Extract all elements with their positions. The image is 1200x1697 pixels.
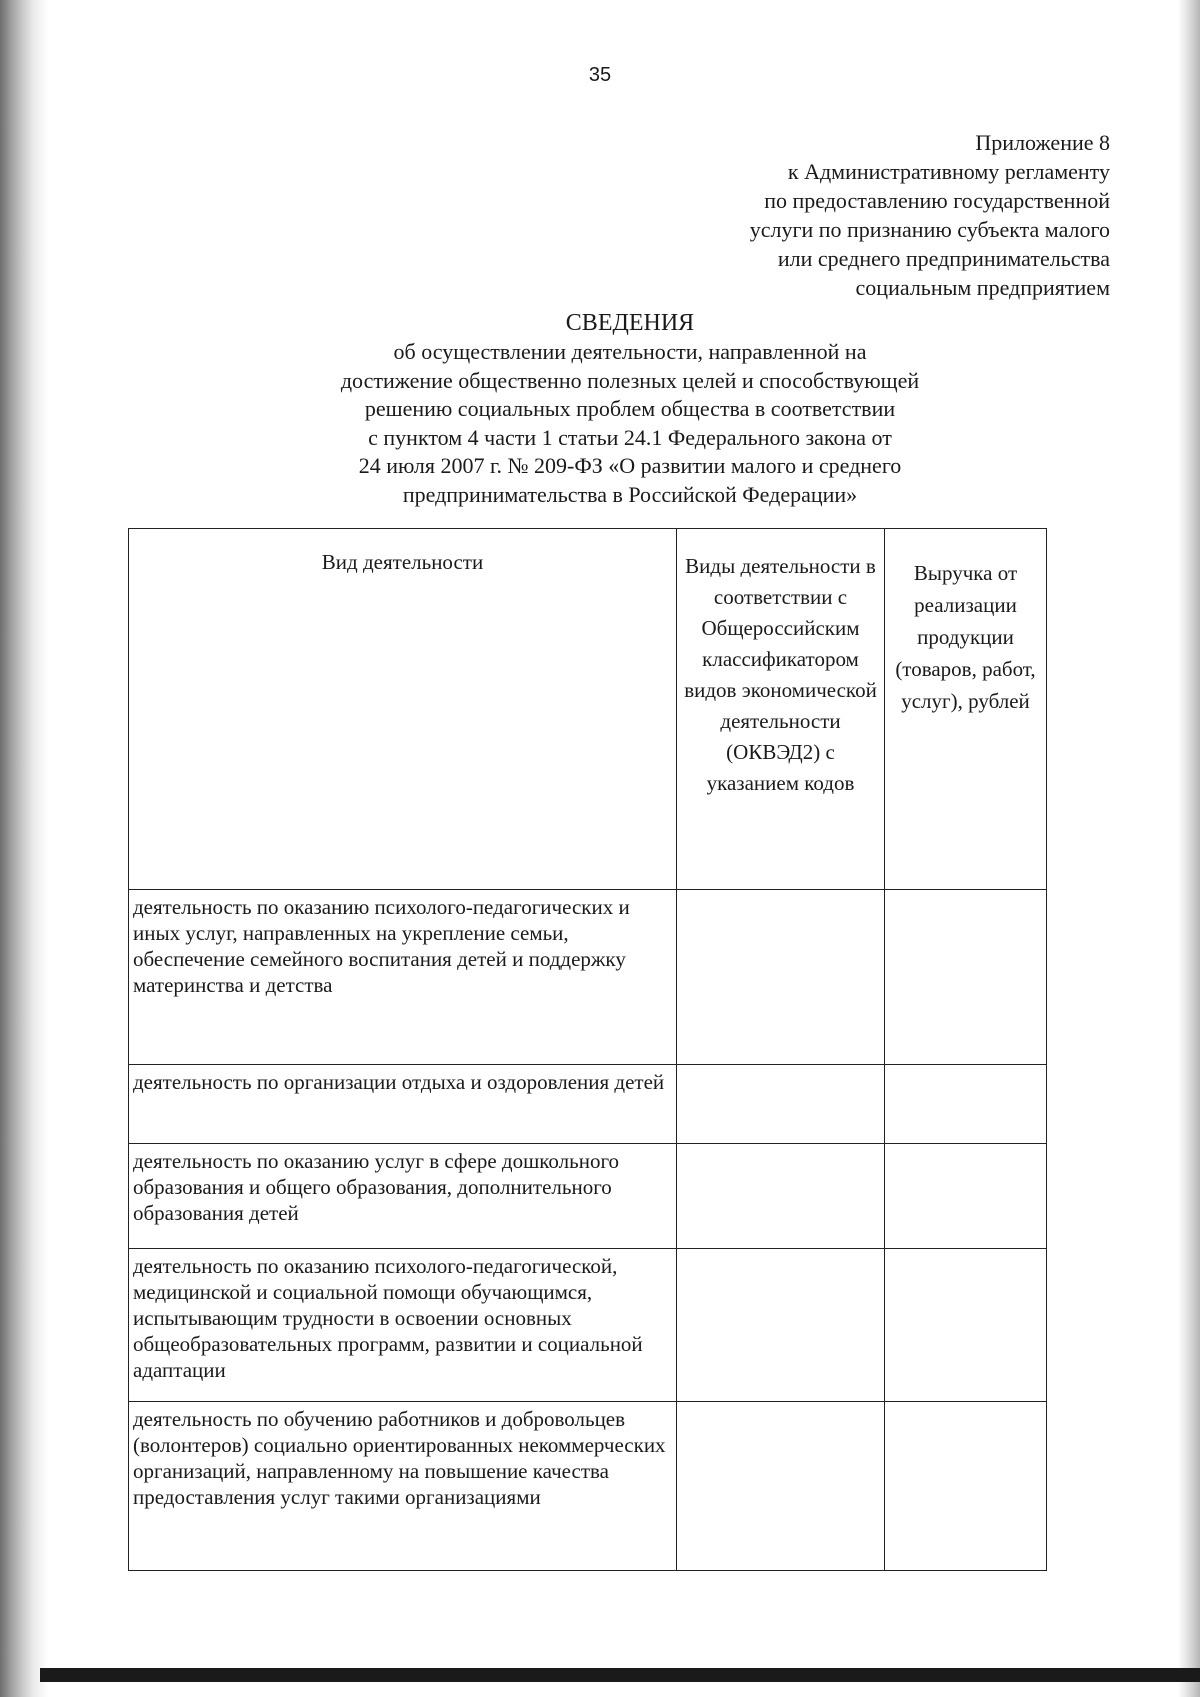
activity-table — [128, 528, 1047, 1571]
revenue-cell — [885, 1065, 1047, 1144]
revenue-cell — [885, 1249, 1047, 1402]
subtitle-line: предпринимательства в Российской Федерации» — [402, 481, 858, 507]
okved-cell — [677, 890, 885, 1065]
header-revenue: Выручка от реализации продукции (товаров, работ, услуг), рублей — [885, 529, 1047, 890]
appendix-line: или среднего предпринимательства — [777, 246, 1110, 271]
appendix-line: социальным предприятием — [855, 275, 1110, 300]
activity-cell: деятельность по оказанию услуг в сфере дошкольного образования и общего образования, дополнительного образования детей — [129, 1144, 677, 1249]
revenue-cell — [885, 890, 1047, 1065]
activity-cell: деятельность по оказанию психолого-педагогических и иных услуг, направленных на укрепление семьи, обеспечение семейного воспитания детей и поддержку материнства и детства — [129, 890, 677, 1065]
activity-cell: деятельность по оказанию психолого-педагогической, медицинской и социальной помощи обучающимся, испытывающим трудности в освоении основных общеобразовательных программ, развитии и социальной адаптации — [129, 1249, 677, 1402]
okved-cell — [677, 1249, 885, 1402]
appendix-line: услуги по признанию субъекта малого — [749, 217, 1110, 242]
okved-cell — [677, 1144, 885, 1249]
table-row — [129, 1402, 1047, 1571]
okved-cell — [677, 1065, 885, 1144]
table-row — [129, 1249, 1047, 1402]
page-number: 35 — [588, 64, 612, 86]
appendix-block — [650, 128, 1110, 302]
table-row — [129, 1144, 1047, 1249]
okved-cell — [677, 1402, 885, 1571]
revenue-cell — [885, 1144, 1047, 1249]
table-row — [129, 1065, 1047, 1144]
subtitle-line: 24 июля 2007 г. № 209-ФЗ «О развитии малого и среднего — [358, 453, 902, 478]
activity-cell: деятельность по обучению работников и добровольцев (волонтеров) социально ориентированных некоммерческих организаций, направленному на повышение качества предоставления услуг такими организациями — [129, 1402, 677, 1571]
document-title: СВЕДЕНИЯ — [565, 310, 695, 336]
subtitle-line: решению социальных проблем общества в соответствии — [364, 396, 896, 421]
header-okved: Виды деятельности в соответствии с Общероссийским классификатором видов экономической деятельности (ОКВЭД2) с указанием кодов — [677, 529, 885, 890]
table-header-row — [129, 529, 1047, 890]
activity-cell: деятельность по организации отдыха и оздоровления детей — [129, 1065, 677, 1144]
header-activity: Вид деятельности — [129, 529, 677, 890]
scan-edge-left — [0, 0, 48, 1697]
subtitle-line: с пунктом 4 части 1 статьи 24.1 Федерального закона от — [368, 424, 892, 450]
appendix-line: к Административному регламенту — [787, 159, 1110, 184]
table-row — [129, 890, 1047, 1065]
scan-bottom-bar — [40, 1668, 1200, 1682]
subtitle-line: об осуществлении деятельности, направленной на — [393, 339, 867, 364]
subtitle-line: достижение общественно полезных целей и способствующей — [340, 367, 920, 393]
document-subtitle — [0, 338, 1200, 509]
appendix-line: Приложение 8 — [975, 130, 1110, 155]
revenue-cell — [885, 1402, 1047, 1571]
appendix-line: по предоставлению государственной — [764, 188, 1110, 213]
scan-edge-right — [1178, 0, 1200, 1697]
